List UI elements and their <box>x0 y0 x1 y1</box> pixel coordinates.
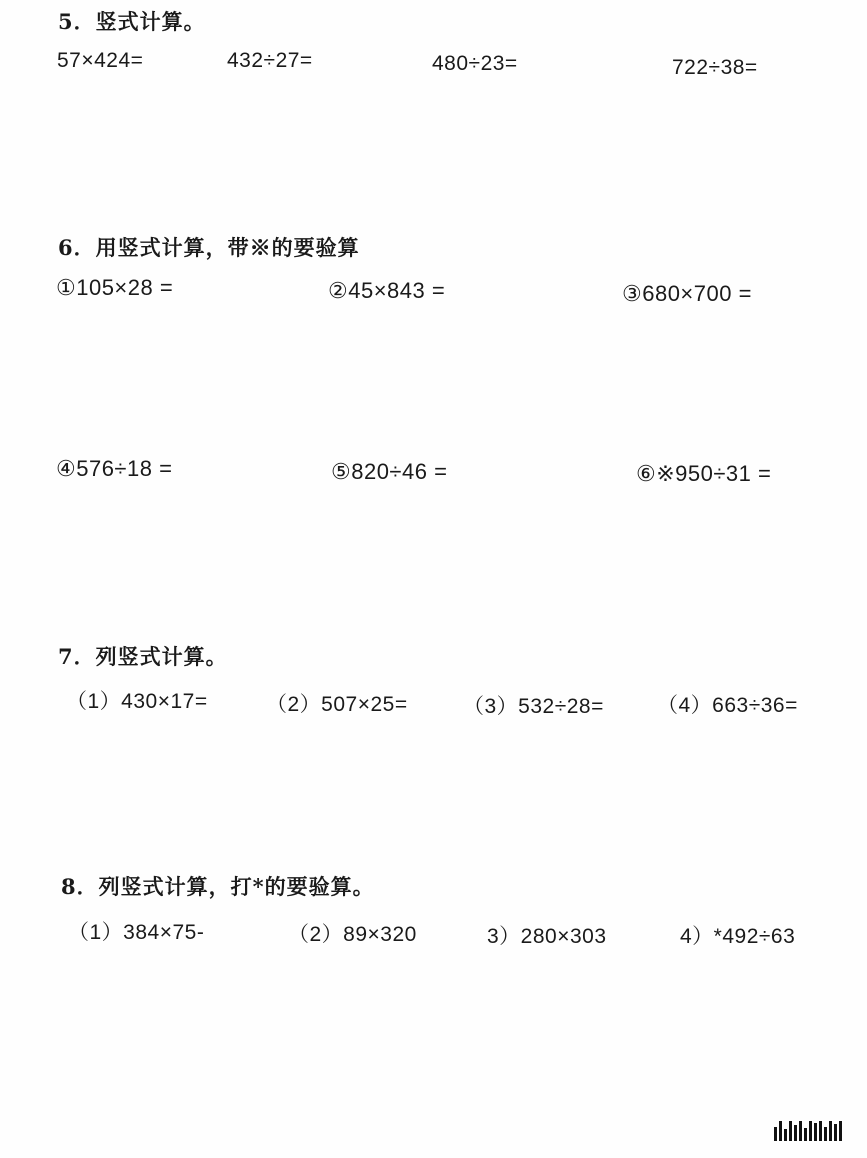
problem-7-1: （1）430×17= <box>66 690 208 713</box>
problem-6-5: ⑤820÷46 = <box>331 459 448 484</box>
problem-8-2: （2）89×320 <box>288 923 417 946</box>
problem-7-4: （4）663÷36= <box>657 694 798 717</box>
problem-6-4: ④576÷18 = <box>56 456 173 481</box>
problem-6-6: ⑥※950÷31 = <box>636 461 772 486</box>
problem-6-1: ①105×28 = <box>56 275 174 300</box>
problem-5-1: 57×424= <box>57 49 144 72</box>
corner-barcode-mark <box>774 1121 842 1141</box>
problem-7-2: （2）507×25= <box>266 693 408 716</box>
problem-7-3: （3）532÷28= <box>463 695 604 718</box>
problem-8-1: （1）384×75- <box>68 921 205 944</box>
problem-8-3: 3）280×303 <box>487 925 607 948</box>
problem-8-4: 4）*492÷63 <box>680 925 796 948</box>
section-8-heading: 8．列竖式计算，打*的要验算。 <box>61 874 375 899</box>
section-6-heading: 6．用竖式计算，带※的要验算 <box>58 235 360 260</box>
problem-6-2: ②45×843 = <box>328 278 446 303</box>
section-7-heading: 7．列竖式计算。 <box>58 644 228 669</box>
problem-6-3: ③680×700 = <box>622 281 752 306</box>
problem-5-4: 722÷38= <box>672 56 758 79</box>
problem-5-3: 480÷23= <box>432 52 518 75</box>
section-5-heading: 5．竖式计算。 <box>58 9 206 34</box>
problem-5-2: 432÷27= <box>227 49 313 72</box>
